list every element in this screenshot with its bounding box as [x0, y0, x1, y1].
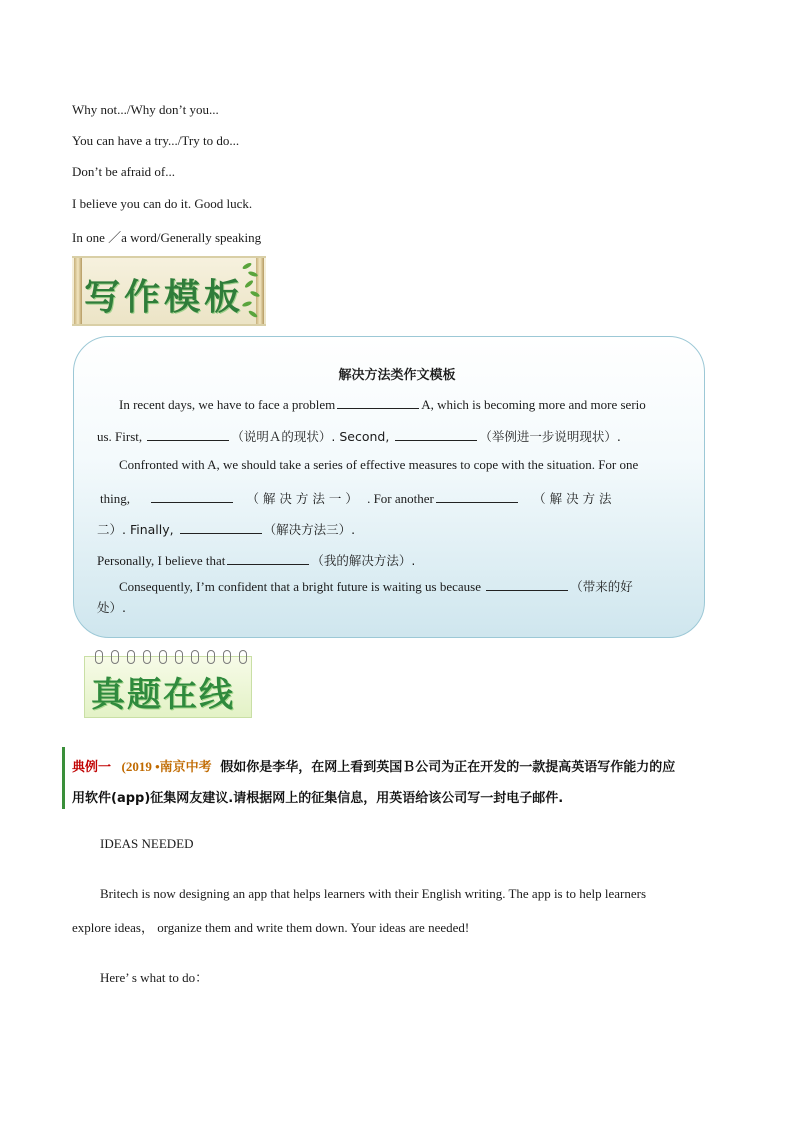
real-exam-banner-text: 真题在线 — [91, 675, 235, 715]
phrase-line-5: In one ／a word/Generally speaking — [72, 230, 262, 245]
template-line-4: thing, （ 解 决 方 法 一 ） . For another （ 解 决 方 法 — [100, 491, 612, 506]
writing-template-banner — [72, 256, 266, 326]
ideas-paragraph-line-1: Britech is now designing an app that helps learners with their English writing. The app is to help learners — [100, 886, 646, 901]
template-line-2: us. First, （说明Ａ的现状）. Second, （举例进一步说明现状）. — [97, 429, 621, 444]
phrase-line-1: Why not.../Why don’t you... — [72, 102, 219, 117]
template-title: 解决方法类作文模板 — [338, 368, 456, 383]
template-line-8: 处）. — [97, 600, 126, 615]
example-label: 典例一 — [72, 760, 112, 775]
blank — [486, 578, 568, 591]
template-line-1: In recent days, we have to face a problem A, which is becoming more and more serio — [119, 397, 646, 412]
template-line-5: 二）. Finally, （解决方法三）. — [97, 522, 356, 537]
phrase-line-3: Don’t be afraid of... — [72, 164, 176, 179]
template-line-7: Consequently, I’m confident that a bright future is waiting us because （带来的好 — [119, 579, 633, 594]
blank — [147, 428, 229, 441]
ideas-heading: IDEAS NEEDED — [100, 836, 194, 851]
example-line-2: 用软件(app)征集网友建议.请根据网上的征集信息，用英语给该公司写一封电子邮件. — [72, 791, 564, 806]
blank — [337, 396, 419, 409]
blank — [436, 490, 518, 503]
ideas-paragraph-line-2: explore ideas， organize them and write them down. Your ideas are needed! — [72, 920, 470, 935]
blank — [227, 552, 309, 565]
ideas-todo-line: Here’ s what to do： — [100, 970, 209, 985]
blank — [180, 521, 262, 534]
example-accent-bar — [62, 747, 65, 809]
blank — [395, 428, 477, 441]
blank — [151, 490, 233, 503]
template-line-3: Confronted with A, we should take a series of effective measures to cope with the situation. For one — [119, 457, 639, 472]
writing-template-banner-text: 写作模板 — [84, 276, 245, 318]
phrase-line-2: You can have a try.../Try to do... — [72, 133, 240, 148]
phrase-line-4: I believe you can do it. Good luck. — [72, 196, 253, 211]
template-line-6: Personally, I believe that （我的解决方法）. — [97, 553, 416, 568]
example-source: (2019 •南京中考 — [121, 759, 212, 774]
real-exam-banner — [84, 656, 252, 718]
example-line-1: 典例一 (2019 •南京中考 假如你是李华，在网上看到英国Ｂ公司为正在开发的一款提高英语写作能力的应 — [72, 759, 676, 775]
